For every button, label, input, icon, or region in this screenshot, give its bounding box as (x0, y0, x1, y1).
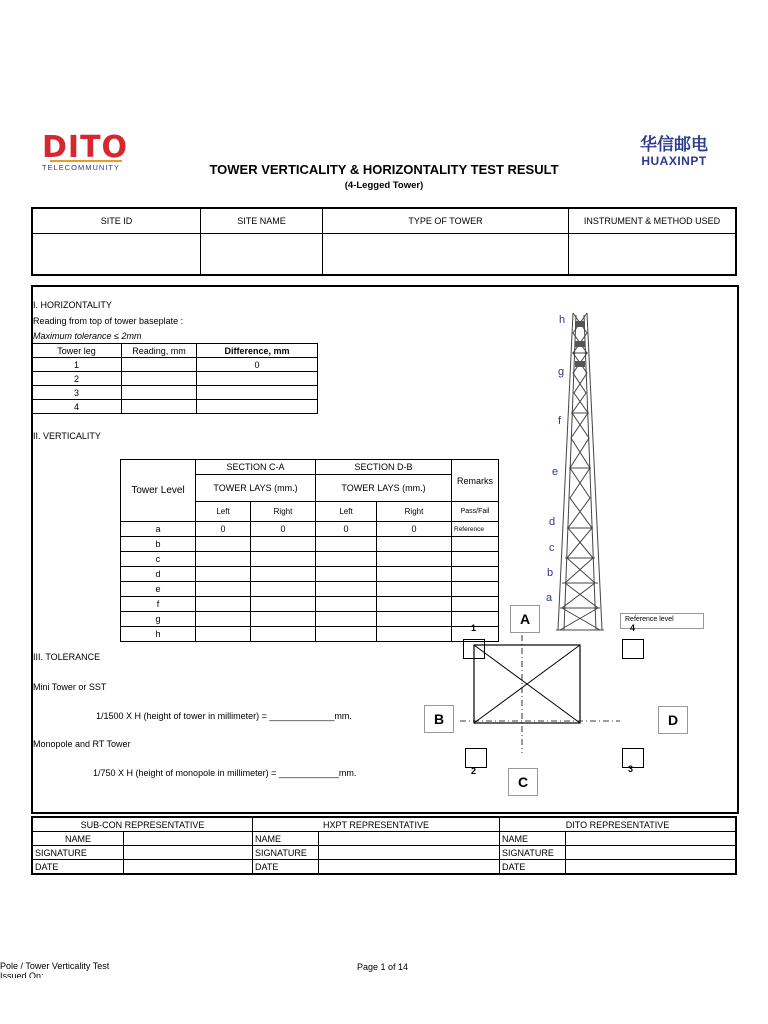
tower-level-h: h (559, 314, 566, 326)
site-id-header: SITE ID (32, 208, 201, 234)
leg-2-square (465, 748, 487, 768)
label-A: A (510, 605, 540, 633)
tower-illustration (540, 293, 630, 633)
hxpt-rep-header: HXPT REPRESENTATIVE (253, 817, 500, 832)
mini-tower-label: Mini Tower or SST (33, 682, 107, 692)
tower-level-a: a (546, 592, 553, 604)
table-row: a 0 0 0 0 Reference (121, 522, 499, 537)
footer-issued: Issued On: (0, 971, 44, 978)
tower-level-d: d (549, 516, 556, 528)
footer-doc: Pole / Tower Verticality Test (0, 961, 110, 971)
site-name-field[interactable] (201, 234, 323, 276)
table-row: d (121, 567, 499, 582)
leg-4-label: 4 (630, 623, 636, 633)
tower-level-b: b (547, 567, 554, 579)
dito-logo: DITO TELECOMMUNITY (42, 130, 129, 172)
horizontality-table (31, 343, 318, 414)
col-reading: Reading, mm (122, 344, 197, 358)
remarks-header: Remarks (452, 460, 499, 502)
table-row: f (121, 597, 499, 612)
tower-level-f: f (558, 415, 562, 427)
verticality-table: Tower Level SECTION C-A SECTION D-B Remarks TOWER LAYS (mm.) TOWER LAYS (mm.) Left Right Left Right Pass/Fail a 0 0 0 0 Reference b c d e f g h (120, 459, 499, 642)
table-row: b (121, 537, 499, 552)
col-tower-level: Tower Level (121, 460, 196, 522)
base-plan-diagram (460, 635, 630, 755)
signature-table: SUB-CON REPRESENTATIVE HXPT REPRESENTATIVE DITO REPRESENTATIVE NAME NAME NAME SIGNATURE SIGNATURE SIGNATURE DATE DATE DATE (31, 816, 737, 875)
leg-2-label: 2 (471, 766, 477, 776)
table-row: g (121, 612, 499, 627)
label-C: C (508, 768, 538, 796)
label-B: B (424, 705, 454, 733)
reading-cell[interactable] (122, 372, 197, 386)
hxpt-date-field[interactable] (319, 860, 500, 875)
horizontality-heading: I. HORIZONTALITY (33, 300, 112, 310)
page-subtitle: (4-Legged Tower) (344, 180, 424, 191)
tower-type-field[interactable] (323, 234, 569, 276)
subcon-signature-field[interactable] (124, 846, 253, 860)
verticality-heading: II. VERTICALITY (33, 431, 101, 441)
table-row: 3 (32, 386, 318, 400)
site-name-header: SITE NAME (201, 208, 323, 234)
site-id-field[interactable] (32, 234, 201, 276)
tower-type-header: TYPE OF TOWER (323, 208, 569, 234)
tower-level-c: c (549, 542, 555, 554)
dito-name-field[interactable] (566, 832, 737, 846)
col-difference: Difference, mm (197, 344, 318, 358)
hxpt-signature-field[interactable] (319, 846, 500, 860)
subcon-rep-header: SUB-CON REPRESENTATIVE (32, 817, 253, 832)
page-title: TOWER VERTICALITY & HORIZONTALITY TEST RESULT (209, 162, 559, 177)
dito-signature-field[interactable] (566, 846, 737, 860)
tolerance-heading: III. TOLERANCE (33, 652, 101, 662)
subcon-date-field[interactable] (124, 860, 253, 875)
table-row: 2 (32, 372, 318, 386)
instrument-header: INSTRUMENT & METHOD USED (569, 208, 737, 234)
tower-level-g: g (558, 366, 565, 378)
label-D: D (658, 706, 688, 734)
monopole-label: Monopole and RT Tower (33, 739, 131, 749)
subcon-name-field[interactable] (124, 832, 253, 846)
site-info-table (31, 207, 737, 276)
reading-cell[interactable] (122, 358, 197, 372)
table-row: 4 (32, 400, 318, 414)
tower-level-e: e (552, 466, 559, 478)
mono-formula: 1/750 X H (height of monopole in millimeter) = ____________mm. (93, 768, 357, 778)
table-row: e (121, 582, 499, 597)
dito-date-field[interactable] (566, 860, 737, 875)
dito-rep-header: DITO REPRESENTATIVE (500, 817, 737, 832)
leg-3-label: 3 (628, 764, 634, 774)
col-tower-leg: Tower leg (32, 344, 122, 358)
tolerance-note: Maximum tolerance ≤ 2mm (33, 331, 142, 341)
table-row: h (121, 627, 499, 642)
hxpt-name-field[interactable] (319, 832, 500, 846)
section-db-header: SECTION D-B (316, 460, 452, 475)
mini-formula: 1/1500 X H (height of tower in millimeter) = _____________mm. (96, 711, 352, 721)
instrument-field[interactable] (569, 234, 737, 276)
reference-level-box: Reference level (620, 613, 704, 629)
reading-cell[interactable] (122, 386, 197, 400)
page-number: Page 1 of 14 (357, 962, 409, 972)
section-ca-header: SECTION C-A (196, 460, 316, 475)
reading-cell[interactable] (122, 400, 197, 414)
table-row: 1 0 (32, 358, 318, 372)
huaxin-logo: 华信邮电 HUAXINPT (640, 135, 708, 168)
leg-1-label: 1 (471, 623, 477, 633)
table-row: c (121, 552, 499, 567)
reading-note: Reading from top of tower baseplate : (33, 316, 184, 326)
